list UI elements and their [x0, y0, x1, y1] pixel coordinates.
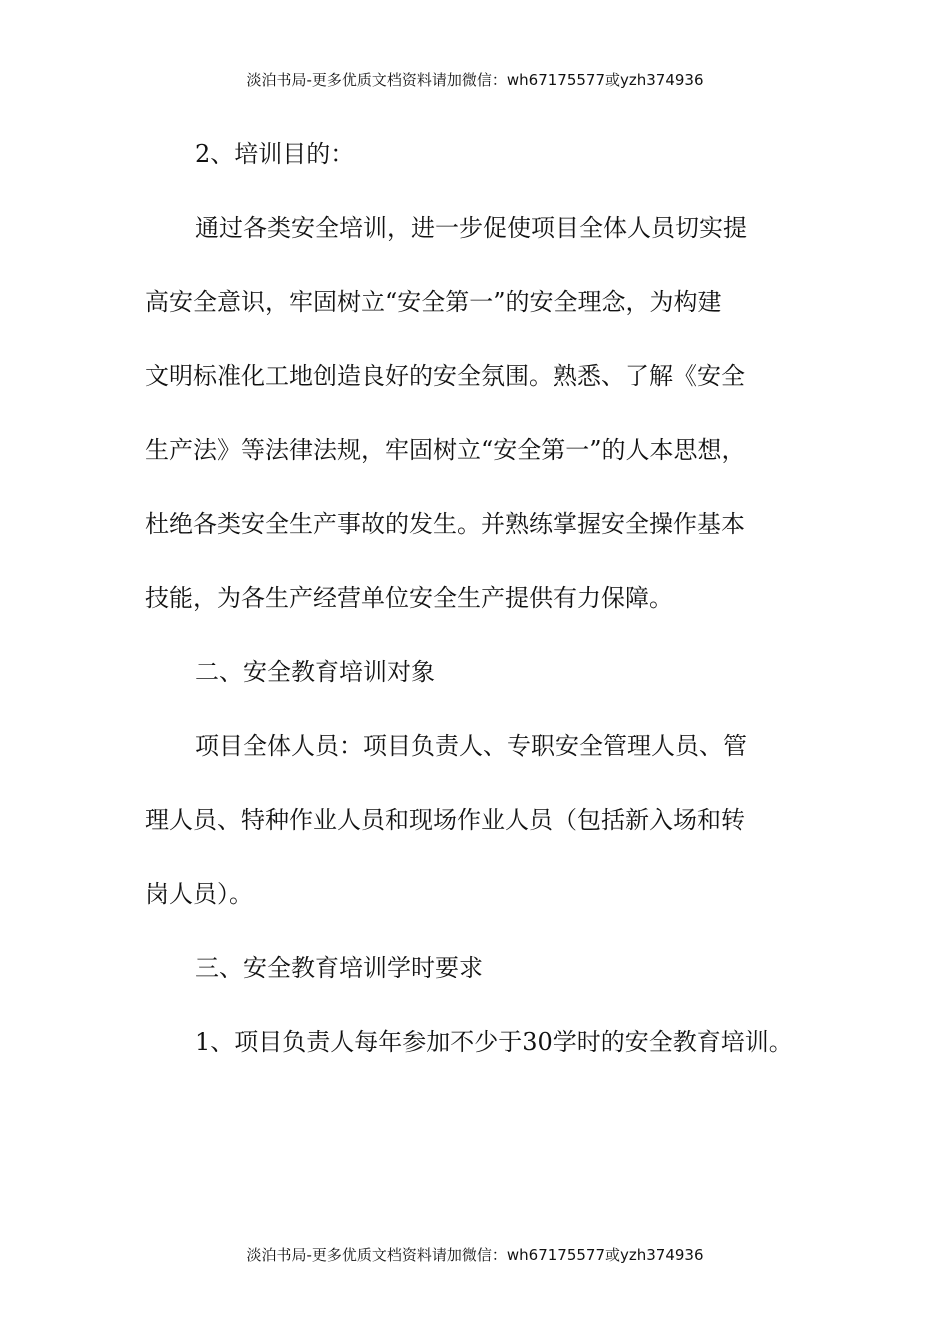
- paragraph-line: 通过各类安全培训，进一步促使项目全体人员切实提: [195, 214, 747, 242]
- section-heading-training-purpose: 2、培训目的：: [195, 140, 355, 168]
- paragraph-line: 生产法》等法律法规，牢固树立“安全第一”的人本思想，: [145, 436, 746, 464]
- page-header: 淡泊书局-更多优质文档资料请加微信：wh67175577或yzh374936: [246, 71, 704, 89]
- paragraph-line: 文明标准化工地创造良好的安全氛围。熟悉、了解《安全: [145, 362, 745, 390]
- paragraph-line: 项目全体人员：项目负责人、专职安全管理人员、管: [195, 732, 747, 760]
- page-footer: 淡泊书局-更多优质文档资料请加微信：wh67175577或yzh374936: [246, 1246, 704, 1264]
- paragraph-line: 岗人员）。: [145, 880, 253, 908]
- paragraph-line: 高安全意识，牢固树立“安全第一”的安全理念，为构建: [145, 288, 722, 316]
- section-heading-training-targets: 二、安全教育培训对象: [195, 658, 435, 686]
- paragraph-line: 1、项目负责人每年参加不少于30学时的安全教育培训。: [195, 1028, 793, 1056]
- section-heading-training-hours: 三、安全教育培训学时要求: [195, 954, 483, 982]
- paragraph-line: 理人员、特种作业人员和现场作业人员（包括新入场和转: [145, 806, 745, 834]
- paragraph-line: 杜绝各类安全生产事故的发生。并熟练掌握安全操作基本: [145, 510, 745, 538]
- paragraph-line: 技能，为各生产经营单位安全生产提供有力保障。: [145, 584, 673, 612]
- document-body: [145, 130, 795, 1092]
